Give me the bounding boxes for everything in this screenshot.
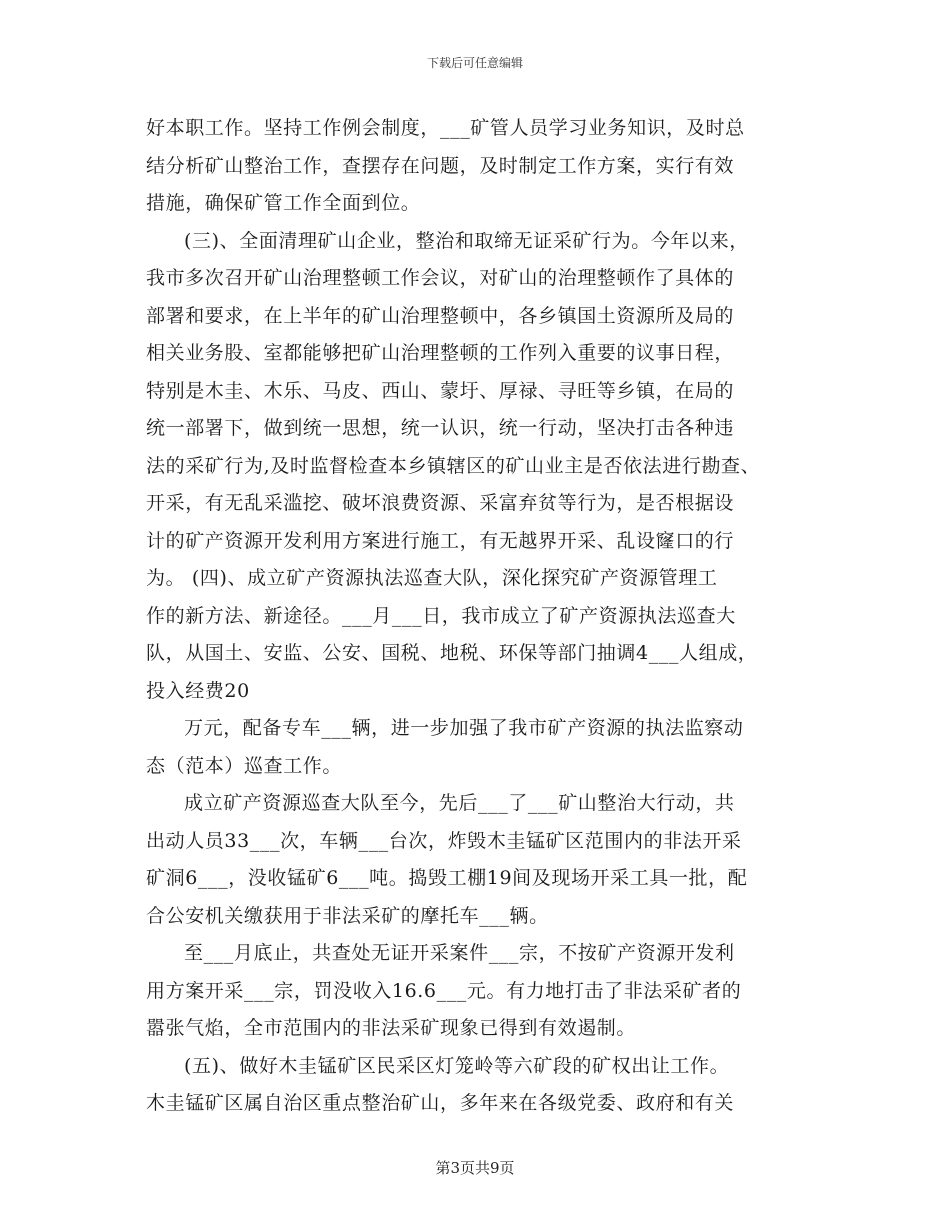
text-line: 成立矿产资源巡查大队至今，先后___了___矿山整治大行动，共 (184, 792, 735, 814)
text-line: (三)、全面清理矿山企业，整治和取缔无证采矿行为。今年以来， (184, 229, 749, 252)
text-line: (五)、做好木圭锰矿区民采区灯笼岭等六矿段的矿权出让工作。 (184, 1054, 730, 1077)
text-line: 万元，配备专车___辆，进一步加强了我市矿产资源的执法监察动 (184, 717, 744, 739)
text-line: 用方案开采___宗，罚没收入16.6___元。有力地打击了非法采矿者的 (146, 979, 742, 1002)
text-line: 作的新方法、新途径。___月___日，我市成立了矿产资源执法巡查大 (146, 604, 736, 627)
document-body (146, 110, 806, 1123)
text-line: 投入经费20 (146, 679, 250, 702)
text-line: 队，从国土、安监、公安、国税、地税、环保等部门抽调4___人组成， (146, 642, 758, 664)
text-line: 统一部署下，做到统一思想，统一认识，统一行动，坚决打击各种违 (146, 417, 735, 439)
text-line: 结分析矿山整治工作，查摆存在问题，及时制定工作方案，实行有效 (146, 154, 735, 177)
text-line: 特别是木圭、木乐、马皮、西山、蒙圩、厚禄、寻旺等乡镇，在局的 (146, 379, 735, 402)
text-line: 法的采矿行为,及时监督检查本乡镇辖区的矿山业主是否依法进行勘查、 (146, 454, 761, 477)
page-number: 第3页共9页 (435, 1159, 515, 1177)
text-line: 好本职工作。坚持工作例会制度，___矿管人员学习业务知识，及时总 (146, 117, 745, 139)
text-line: 合公安机关缴获用于非法采矿的摩托车___辆。 (146, 904, 549, 927)
text-line: 态（范本）巡查工作。 (146, 754, 343, 777)
text-line: 计的矿产资源开发利用方案进行施工，有无越界开采、乱设窿口的行 (146, 529, 735, 552)
text-line: 我市多次召开矿山治理整顿工作会议，对矿山的治理整顿作了具体的 (146, 267, 735, 289)
text-line: 相关业务股、室都能够把矿山治理整顿的工作列入重要的议事日程， (146, 342, 735, 364)
text-line: 措施，确保矿管工作全面到位。 (146, 192, 421, 214)
page-header: 下载后可任意编辑 (426, 56, 523, 70)
text-line: 至___月底止，共查处无证开采案件___宗，不按矿产资源开发利 (184, 942, 735, 964)
text-line: 木圭锰矿区属自治区重点整治矿山，多年来在各级党委、政府和有关 (146, 1092, 735, 1114)
text-line: 出动人员33___次，车辆___台次，炸毁木圭锰矿区范围内的非法开采 (146, 829, 742, 852)
text-line: 为。 (四)、成立矿产资源执法巡查大队，深化探究矿产资源管理工 (146, 567, 718, 589)
text-line: 矿洞6___，没收锰矿6___吨。捣毁工棚19间及现场开采工具一批，配 (146, 867, 748, 889)
text-line: 部署和要求，在上半年的矿山治理整顿中，各乡镇国土资源所及局的 (146, 304, 735, 327)
text-line: 嚣张气焰，全市范围内的非法采矿现象已得到有效遏制。 (146, 1017, 637, 1039)
text-line: 开采，有无乱采滥挖、破坏浪费资源、采富弃贫等行为，是否根据设 (146, 492, 735, 514)
